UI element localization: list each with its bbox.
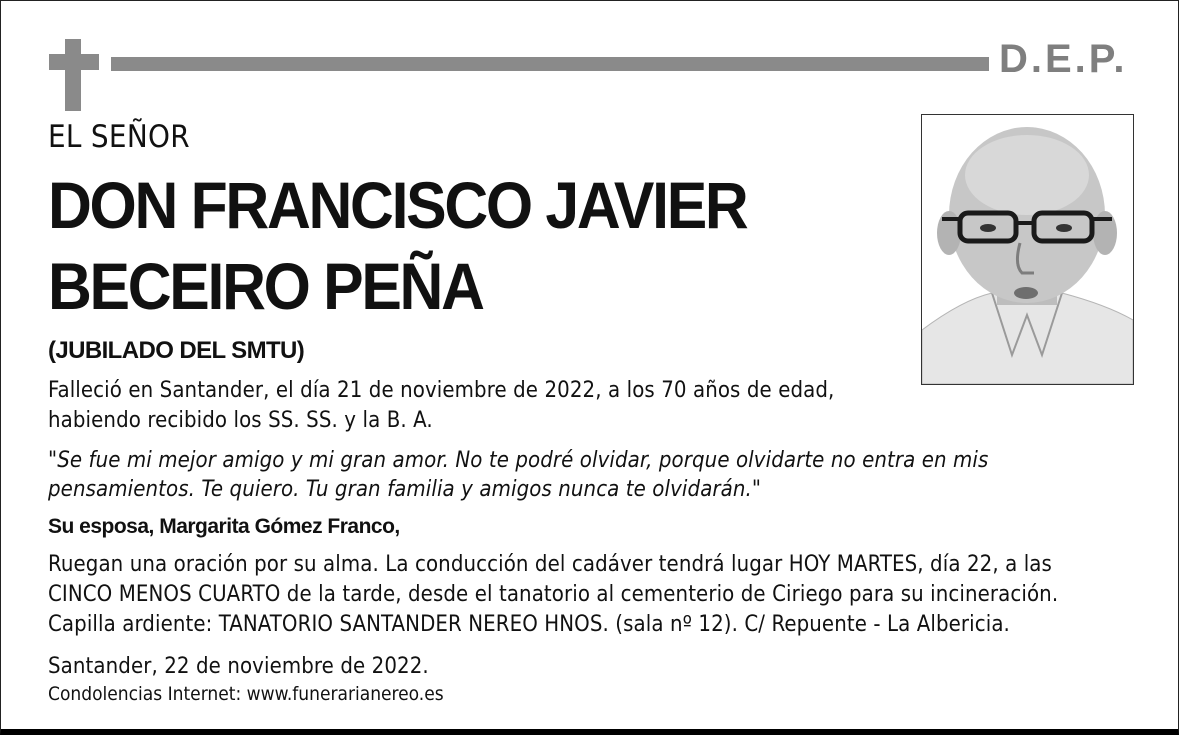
death-statement-line2: habiendo recibido los SS. SS. y la B. A. xyxy=(48,408,433,433)
cross-icon-bar xyxy=(49,54,99,70)
date-line: Santander, 22 de noviembre de 2022. xyxy=(48,654,429,679)
portrait-illustration xyxy=(922,115,1133,384)
spouse-line: Su esposa, Margarita Gómez Franco, xyxy=(48,515,400,538)
portrait-photo xyxy=(921,114,1134,385)
deceased-name-line1: DON FRANCISCO JAVIER xyxy=(48,168,747,242)
cross-icon xyxy=(65,39,81,111)
occupation-subtitle: (JUBILADO DEL SMTU) xyxy=(48,337,305,364)
dep-label: D.E.P. xyxy=(999,37,1128,81)
deceased-name-line2: BECEIRO PEÑA xyxy=(48,249,483,323)
honorific: EL SEÑOR xyxy=(48,119,190,155)
quote-line1: "Se fue mi mejor amigo y mi gran amor. No te podré olvidar, porque olvidarte no entra en mis xyxy=(48,448,989,473)
funeral-request-line1: Ruegan una oración por su alma. La conducción del cadáver tendrá lugar HOY MARTES, día 22, a las xyxy=(48,552,1052,577)
death-statement-line1: Falleció en Santander, el día 21 de noviembre de 2022, a los 70 años de edad, xyxy=(48,378,835,403)
quote-line2: pensamientos. Te quiero. Tu gran familia y amigos nunca te olvidarán." xyxy=(48,477,762,502)
header-rule xyxy=(111,57,989,71)
funeral-request-line2: CINCO MENOS CUARTO de la tarde, desde el tanatorio al cementerio de Ciriego para su incineración. xyxy=(48,582,1059,607)
condolences-web-line: Condolencias Internet: www.funerarianereo.es xyxy=(48,683,444,705)
funeral-request-line3: Capilla ardiente: TANATORIO SANTANDER NEREO HNOS. (sala nº 12). C/ Repuente - La Albericia. xyxy=(48,612,1010,637)
